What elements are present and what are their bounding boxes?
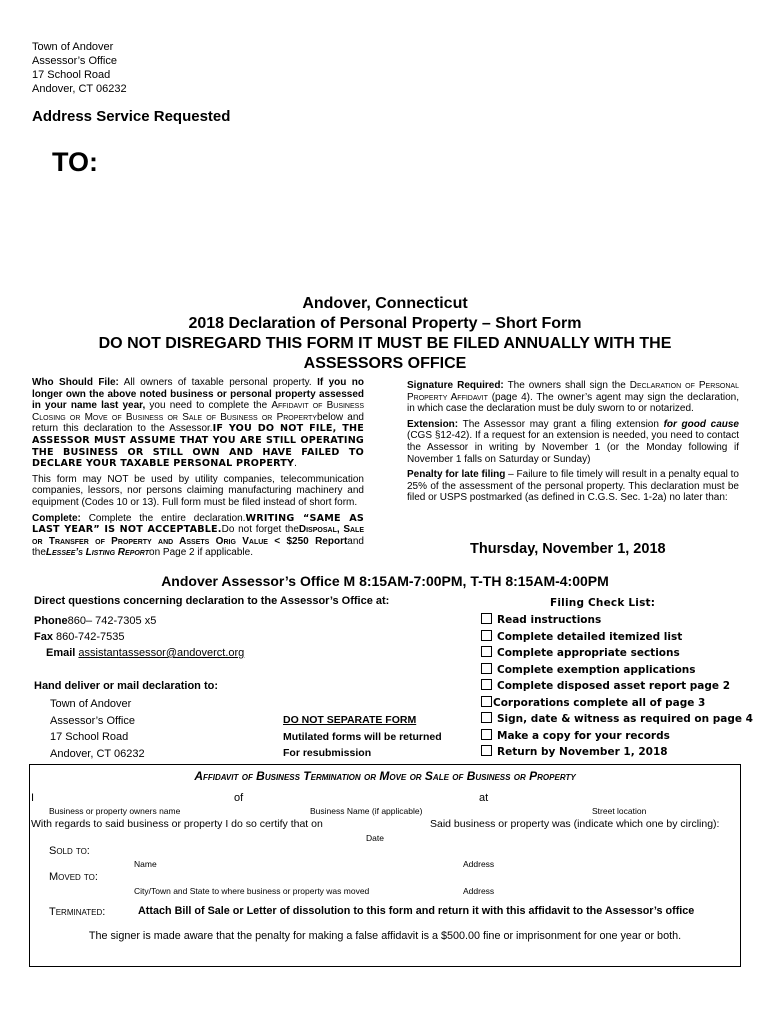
signature-affidavit-ref: Declaration of Personal Property Affidavit (407, 380, 739, 403)
sold-to-label: Sold to: (49, 845, 90, 857)
return-address-line4: Andover, CT 06232 (32, 83, 127, 95)
extension-text-2: (CGS §12-42). If a request for an extension is needed, you need to contact the Assessor in writing by November 1 (or the Monday following if November 1 falls on Saturday or Sunday) (407, 430, 739, 465)
checklist-item[interactable] (481, 613, 753, 630)
checklist-item-label: Complete appropriate sections (497, 647, 680, 659)
checklist-item[interactable] (481, 679, 753, 696)
email-label: Email (46, 647, 76, 659)
affidavit-of: of (234, 792, 244, 804)
return-address-line2: Assessor’s Office (32, 55, 117, 67)
checklist-item[interactable] (481, 663, 753, 680)
complete-para (32, 513, 364, 559)
caption-address-1: Address (463, 859, 495, 869)
page-heading (0, 294, 770, 374)
direct-questions: Direct questions concerning declaration to the Assessor’s Office at: (34, 595, 390, 607)
mail-address (50, 696, 145, 762)
heading-form-title: 2018 Declaration of Personal Property – Short Form (188, 315, 582, 332)
hand-deliver: Hand deliver or mail declaration to: (34, 680, 218, 692)
who-text-2: you need to complete the (145, 400, 272, 412)
caption-address-2: Address (463, 886, 495, 896)
affidavit-regards: With regards to said business or property I do so certify that on (31, 818, 323, 830)
caption-name: Name (134, 859, 157, 869)
return-address-line3: 17 School Road (32, 69, 111, 81)
checklist-item-label: Sign, date & witness as required on page 4 (497, 713, 753, 725)
heading-town: Andover, Connecticut (302, 295, 468, 312)
checklist-item[interactable] (481, 646, 753, 663)
return-address-line1: Town of Andover (32, 41, 114, 53)
caption-business-name: Business Name (if applicable) (310, 806, 423, 816)
email-line (46, 647, 244, 659)
affidavit-title: Affidavit of Business Termination or Move or Sale of Business or Property (194, 769, 576, 783)
left-instructions (32, 377, 364, 559)
mutilated-notice: Mutilated forms will be returned (283, 730, 442, 743)
return-address (32, 40, 127, 96)
affidavit-i: I (31, 792, 35, 804)
signature-text-1: The owners shall sign the (503, 380, 630, 391)
who-text-1: All owners of taxable personal property. (118, 377, 318, 388)
who-text-3: below and return this declaration to the Assessor. (32, 411, 364, 435)
checkbox[interactable] (481, 712, 492, 723)
extension-text-1: The Assessor may grant a filing extension (458, 418, 664, 430)
who-affidavit-ref: Affidavit of Business Closing or Move of Business or Sale of Business or Property (32, 400, 364, 423)
phone-label: Phone (34, 615, 68, 627)
fax-number: 860-742-7535 (52, 631, 125, 643)
checklist-item-label: Complete disposed asset report page 2 (497, 680, 730, 692)
mail-address-line4: Andover, CT 06232 (50, 747, 145, 760)
who-end: . (294, 458, 297, 470)
complete-text: Complete the entire declaration. (80, 512, 246, 524)
checklist-title: Filing Check List: (550, 597, 656, 609)
checklist-item[interactable] (481, 729, 753, 746)
to-label: TO: (52, 147, 98, 177)
fax-line (34, 631, 125, 643)
checkbox[interactable] (481, 679, 492, 690)
checklist-item[interactable] (481, 696, 753, 713)
due-date: Thursday, November 1, 2018 (470, 541, 666, 557)
right-instructions (407, 380, 739, 504)
affidavit-at: at (479, 792, 489, 804)
false-affidavit-notice: The signer is made aware that the penalty for making a false affidavit is a $500.00 fine or imprisonment for one year or both. (88, 930, 682, 942)
signature-text-2: (page 4). The owner’s agent may sign the declaration, in which case the declaration must be duly sworn to or notarized. (407, 391, 739, 415)
checkbox[interactable] (481, 646, 492, 657)
signature-para (407, 380, 739, 415)
address-service-requested: Address Service Requested (32, 108, 231, 125)
caption-city-state: City/Town and State to where business or property was moved (134, 886, 370, 896)
email-link[interactable]: assistantassessor@andoverct.org (78, 647, 245, 659)
office-hours: Andover Assessor’s Office M 8:15AM-7:00PM, T-TH 8:15AM-4:00PM (161, 573, 609, 589)
checkbox[interactable] (481, 613, 492, 624)
phone-number: 860– 742-7305 x5 (67, 615, 157, 627)
attach-instructions: Attach Bill of Sale or Letter of dissolution to this form and return it with this affidavit to the Assessor’s office (138, 905, 695, 917)
penalty-label: Penalty for late filing (407, 469, 506, 481)
checklist-item-label: Corporations complete all of page 3 (493, 696, 706, 709)
do-not-separate: DO NOT SEPARATE FORM (283, 714, 417, 726)
separate-notice (283, 712, 442, 762)
checklist-item[interactable] (481, 712, 753, 729)
checkbox[interactable] (481, 745, 492, 756)
complete-label: Complete: (32, 512, 81, 524)
filing-checklist (481, 613, 753, 762)
checkbox[interactable] (481, 630, 492, 641)
checklist-item[interactable] (481, 630, 753, 647)
resubmission-notice: For resubmission (283, 747, 372, 759)
checklist-item-label: Return by November 1, 2018 (497, 746, 668, 758)
who-should-file-label: Who Should File: (32, 377, 119, 388)
mail-address-line1: Town of Andover (50, 698, 132, 710)
extension-good-cause: for good cause (663, 418, 739, 430)
extension-para (407, 419, 739, 465)
caption-street: Street location (592, 806, 647, 816)
phone-line (34, 615, 156, 627)
moved-to-label: Moved to: (49, 871, 98, 883)
heading-warning-1: DO NOT DISREGARD THIS FORM IT MUST BE FILED ANNUALLY WITH THE (98, 335, 672, 352)
who-should-file-para (32, 377, 364, 470)
utility-para: This form may NOT be used by utility companies, telecommunication companies, lessors, nor persons claiming manufacturing machinery and equipment (Codes 10 or 13). Full form must be filed instead of short form. (32, 473, 364, 508)
complete-end: on Page 2 if applicable. (149, 547, 253, 559)
heading-warning-2: ASSESSORS OFFICE (303, 355, 467, 372)
lessee-report-ref: Lessee’s Listing Report (45, 547, 150, 559)
checklist-item-label: Make a copy for your records (497, 729, 670, 742)
complete-text-2: Do not forget the (221, 524, 299, 536)
checklist-item[interactable] (481, 745, 753, 762)
complete-and: and the (32, 535, 364, 559)
fax-label: Fax (34, 631, 53, 643)
signature-label: Signature Required: (407, 380, 504, 391)
extension-label: Extension: (407, 418, 459, 430)
terminated-label: Terminated: (49, 906, 106, 918)
checkbox[interactable] (481, 696, 492, 707)
mail-address-line2: Assessor’s Office (50, 714, 135, 727)
penalty-text: – Failure to file timely will result in a penalty equal to 25% of the assessment of the personal property. This declaration must be filed or USPS postmarked (as defined in C.G.S. Sec. 1-2a) no later than: (407, 469, 739, 504)
disposal-value: < $250 Report (267, 535, 348, 547)
checklist-item-label: Complete detailed itemized list (497, 630, 683, 643)
complete-warning: WRITING “SAME AS LAST YEAR” IS NOT ACCEPTABLE. (32, 512, 364, 536)
checklist-item-label: Complete exemption applications (497, 663, 696, 676)
who-warning: IF YOU DO NOT FILE, THE ASSESSOR MUST ASSUME THAT YOU ARE STILL OPERATING THE BUSINESS OR STILL OWN AND HAVE FAILED TO DECLARE YOUR TAXABLE PERSONAL PROPERTY (32, 423, 364, 470)
penalty-para (407, 469, 739, 504)
disposal-report-ref: Disposal, Sale or Transfer of Property and Assets Orig Value (32, 524, 364, 547)
who-bold-text: If you no longer own the above noted business or personal property assessed in your name last year, (32, 377, 364, 412)
checkbox[interactable] (481, 663, 492, 674)
caption-date: Date (366, 833, 384, 843)
caption-owner-name: Business or property owners name (49, 806, 181, 816)
checklist-item-label: Read instructions (497, 614, 602, 626)
checkbox[interactable] (481, 729, 492, 740)
affidavit-said-business: Said business or property was (indicate which one by circling): (430, 818, 720, 830)
mail-address-line3: 17 School Road (50, 731, 129, 743)
